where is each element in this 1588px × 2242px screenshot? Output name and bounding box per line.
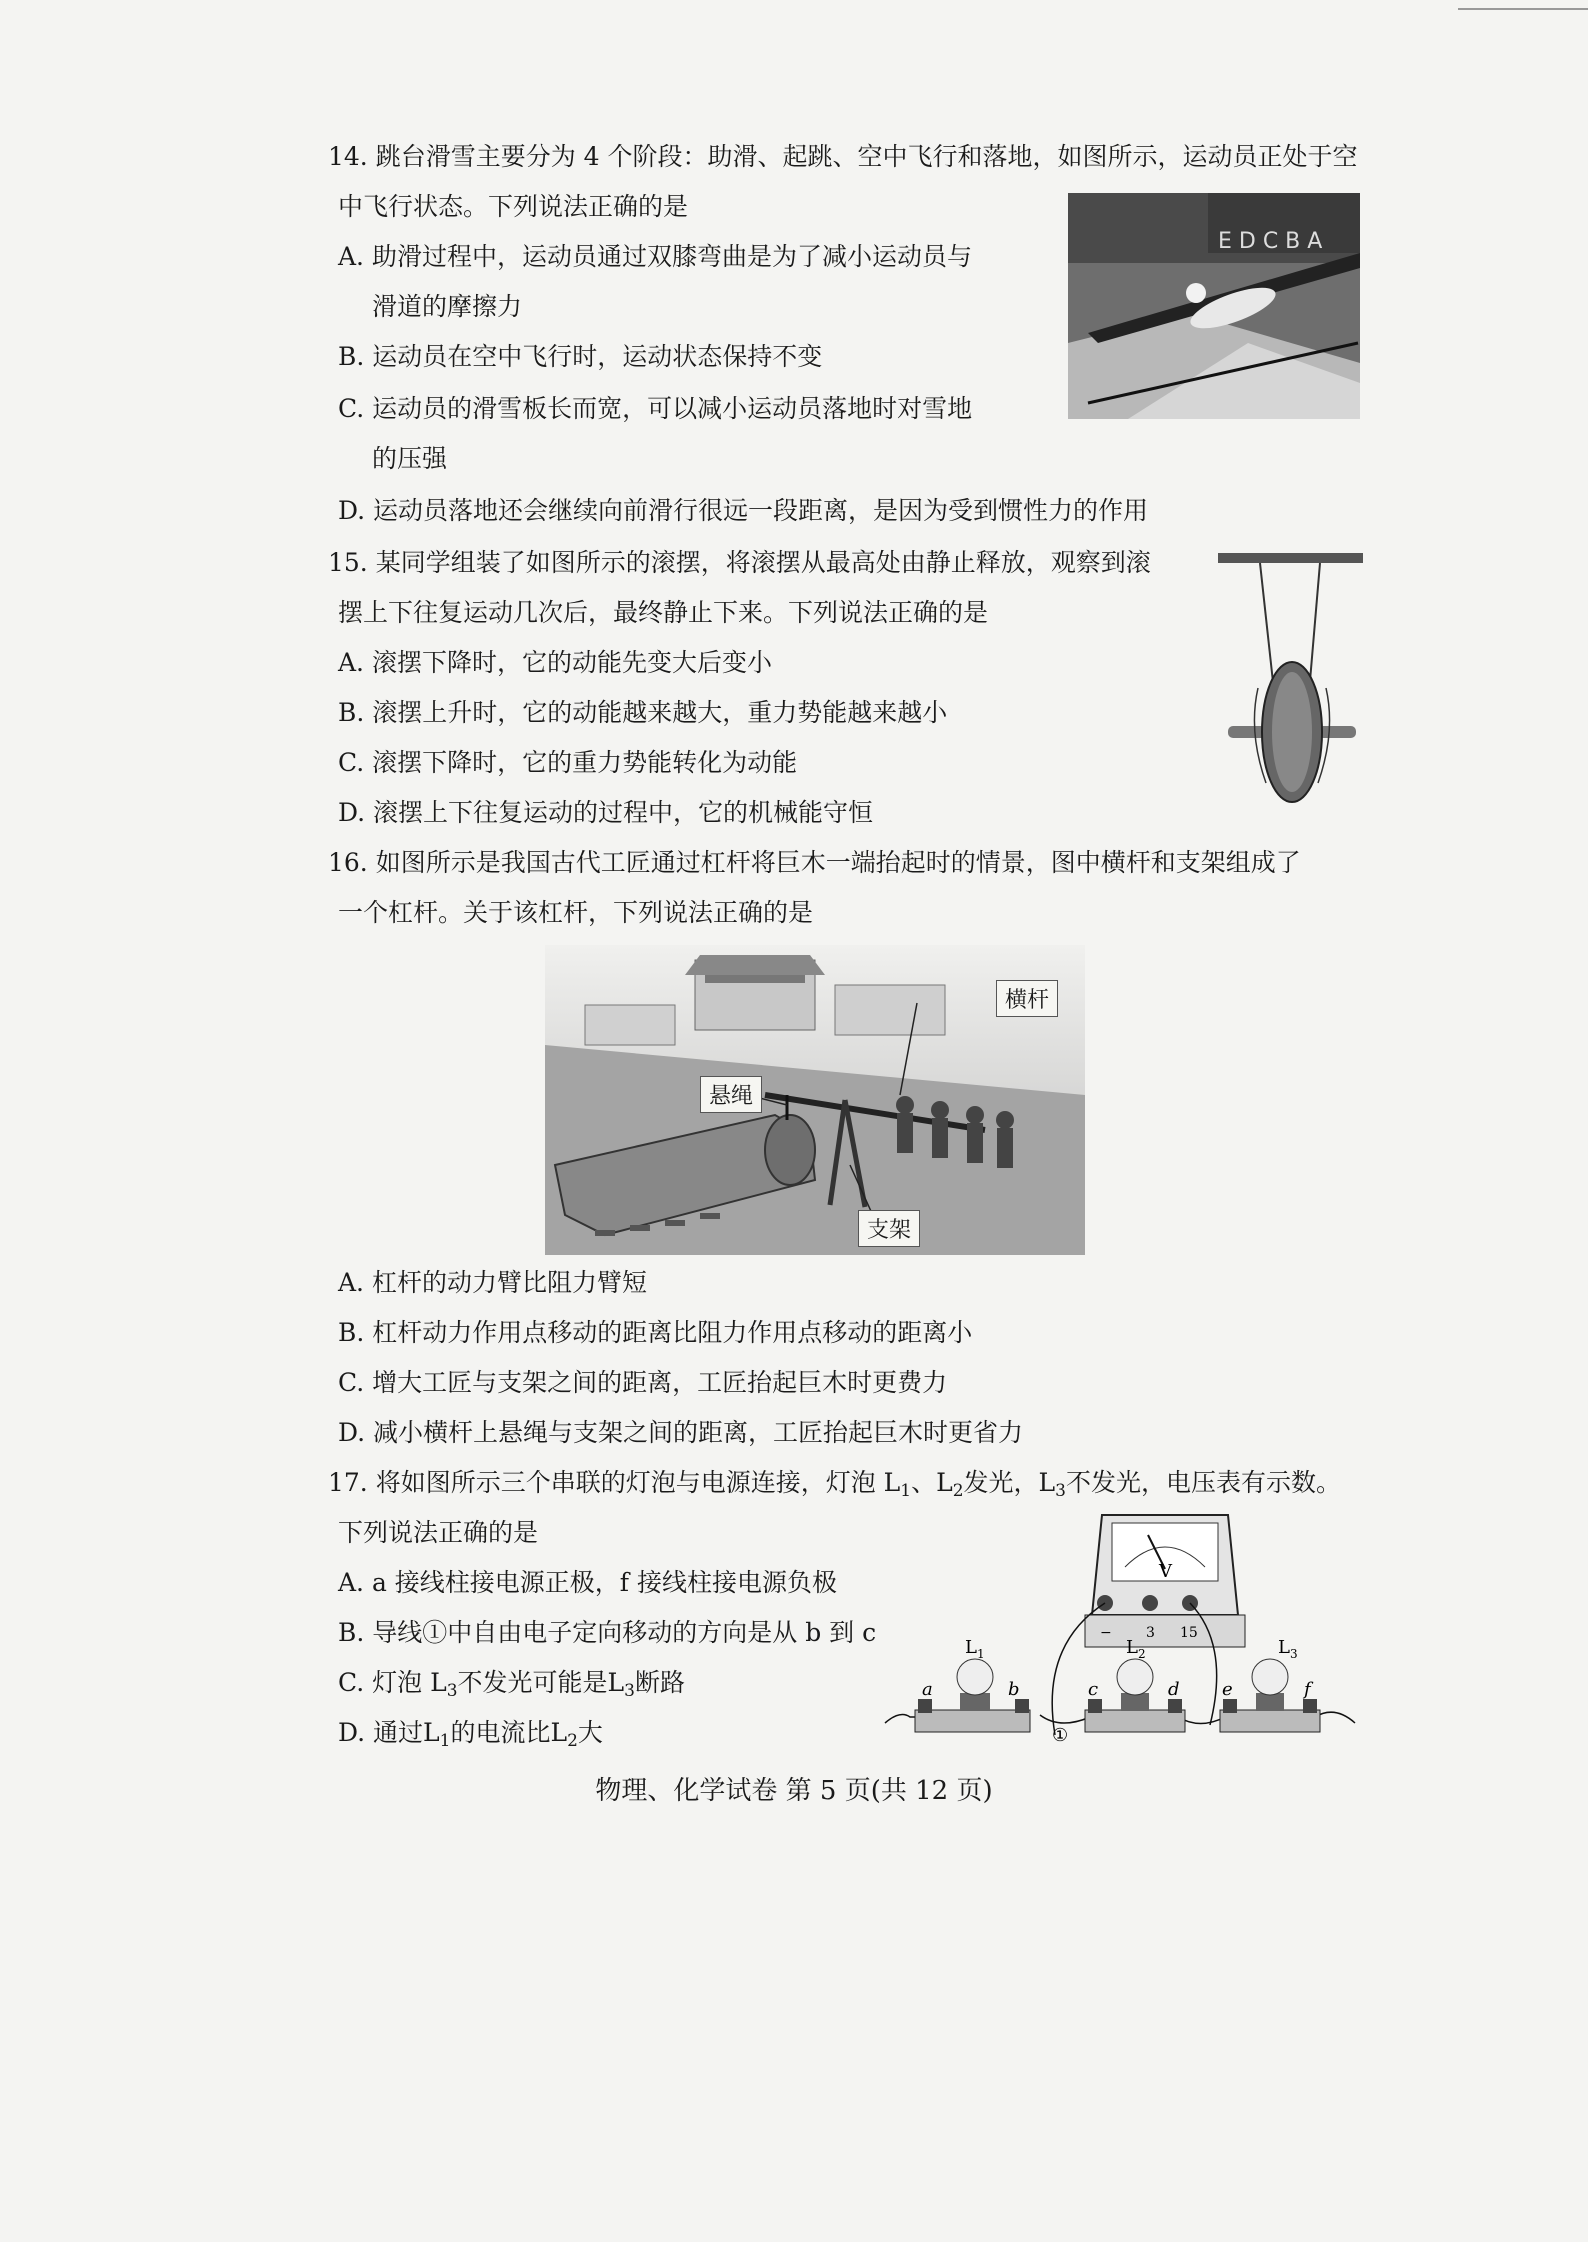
q14-option-b: B. 运动员在空中飞行时，运动状态保持不变 bbox=[338, 342, 823, 371]
q17-option-d: D. 通过$L_1$的电流比$L_2$大 bbox=[338, 1718, 603, 1751]
series-circuit-figure bbox=[880, 1505, 1360, 1750]
q15-option-c: C. 滚摆下降时，它的重力势能转化为动能 bbox=[338, 748, 798, 777]
ski-jump-letters: E D C B A bbox=[1218, 229, 1323, 254]
q15-option-b: B. 滚摆上升时，它的动能越来越大，重力势能越来越小 bbox=[338, 698, 948, 727]
page-footer: 物理、化学试卷 第 5 页(共 12 页) bbox=[595, 1776, 993, 1806]
q15-stem-line1: 15. 某同学组装了如图所示的滚摆，将滚摆从最高处由静止释放，观察到滚 bbox=[328, 548, 1151, 577]
q16-stem-line2: 一个杠杆。关于该杠杆，下列说法正确的是 bbox=[338, 898, 814, 927]
voltmeter bbox=[1085, 1515, 1245, 1647]
q16-option-b: B. 杠杆动力作用点移动的距离比阻力作用点移动的距离小 bbox=[338, 1318, 973, 1347]
q16-option-c: C. 增大工匠与支架之间的距离，工匠抬起巨木时更费力 bbox=[338, 1368, 948, 1397]
q16-stem-line1: 16. 如图所示是我国古代工匠通过杠杆将巨木一端抬起时的情景，图中横杆和支架组成了 bbox=[328, 848, 1301, 877]
label-crossbar: 横杆 bbox=[996, 980, 1058, 1017]
terminal-e: e bbox=[1222, 1679, 1233, 1700]
terminal-f: f bbox=[1304, 1679, 1311, 1700]
q16-option-d: D. 减小横杆上悬绳与支架之间的距离，工匠抬起巨木时更省力 bbox=[338, 1418, 1024, 1447]
q14-stem-line2: 中飞行状态。下列说法正确的是 bbox=[338, 192, 689, 221]
q15-stem-line2: 摆上下往复运动几次后，最终静止下来。下列说法正确的是 bbox=[338, 598, 989, 627]
lamp-l3-label: $L_3$ bbox=[1278, 1637, 1298, 1661]
voltmeter-minus: − bbox=[1100, 1625, 1112, 1641]
q14-option-c-line1: C. 运动员的滑雪板长而宽，可以减小运动员落地时对雪地 bbox=[338, 394, 973, 423]
ski-jump-photo bbox=[1068, 193, 1360, 419]
q14-stem-line1: 14. 跳台滑雪主要分为 4 个阶段：助滑、起跳、空中飞行和落地，如图所示，运动员正处于空 bbox=[328, 142, 1358, 171]
rolling-pendulum-figure bbox=[1208, 548, 1368, 808]
q17-option-c: C. 灯泡 $L_3$不发光可能是$L_3$断路 bbox=[338, 1668, 685, 1701]
q14-option-a-line2: 滑道的摩擦力 bbox=[372, 292, 523, 321]
lamp-l2-label: $L_2$ bbox=[1126, 1637, 1146, 1661]
q15-option-a: A. 滚摆下降时，它的动能先变大后变小 bbox=[338, 648, 772, 677]
q17-stem-line2: 下列说法正确的是 bbox=[338, 1518, 539, 1547]
lamp-l1 bbox=[915, 1637, 1030, 1732]
lamp-l2 bbox=[1085, 1637, 1185, 1732]
terminal-a: a bbox=[922, 1679, 933, 1700]
label-support: 支架 bbox=[858, 1210, 920, 1247]
q14-option-d: D. 运动员落地还会继续向前滑行很远一段距离，是因为受到惯性力的作用 bbox=[338, 496, 1149, 525]
voltmeter-15: 15 bbox=[1180, 1625, 1198, 1641]
wire-1-label: ① bbox=[1052, 1725, 1069, 1746]
terminal-c: c bbox=[1088, 1679, 1099, 1700]
label-hanging-rope: 悬绳 bbox=[700, 1076, 762, 1113]
lamp-l3 bbox=[1220, 1637, 1320, 1732]
lamp-l1-label: $L_1$ bbox=[965, 1637, 985, 1661]
q16-option-a: A. 杠杆的动力臂比阻力臂短 bbox=[338, 1268, 647, 1297]
q17-option-b: B. 导线①中自由电子定向移动的方向是从 b 到 c bbox=[338, 1618, 877, 1647]
voltmeter-3: 3 bbox=[1146, 1625, 1155, 1641]
terminal-d: d bbox=[1168, 1679, 1180, 1700]
terminal-b: b bbox=[1008, 1679, 1020, 1700]
voltmeter-v-label: V bbox=[1159, 1561, 1172, 1582]
q15-option-d: D. 滚摆上下往复运动的过程中，它的机械能守恒 bbox=[338, 798, 874, 827]
q14-option-a-line1: A. 助滑过程中，运动员通过双膝弯曲是为了减小运动员与 bbox=[338, 242, 972, 271]
q17-option-a: A. a 接线柱接电源正极，f 接线柱接电源负极 bbox=[338, 1568, 838, 1597]
q14-option-c-line2: 的压强 bbox=[372, 444, 448, 473]
q17-stem-line1: 17. 将如图所示三个串联的灯泡与电源连接，灯泡 $L_1$、$L_2$发光，$L_3$不发光，电压表有示数。 bbox=[328, 1468, 1341, 1501]
scan-edge-line bbox=[1458, 8, 1588, 10]
